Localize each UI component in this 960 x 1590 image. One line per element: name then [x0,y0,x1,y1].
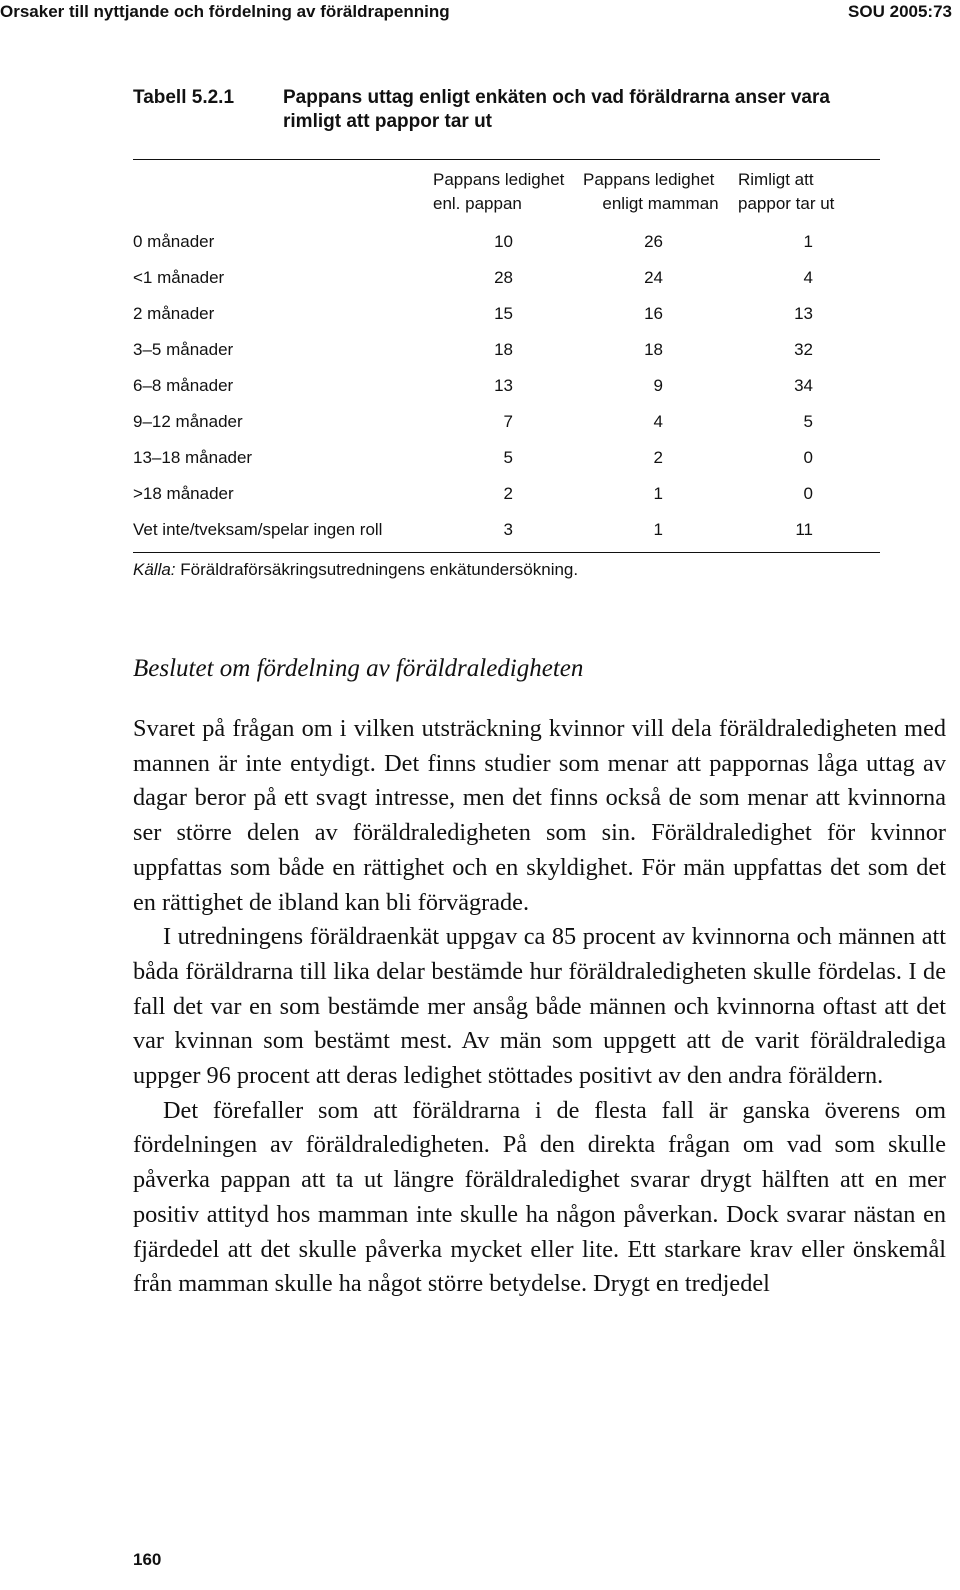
table-row [133,260,880,296]
column-header-line: pappor tar ut [738,194,835,213]
table-cell: 2 [653,448,663,467]
table-row [133,224,880,260]
row-label: <1 månader [133,268,225,287]
table-cell: 13 [494,376,513,395]
table-cell: 13 [794,304,813,323]
page-number: 160 [133,1550,162,1569]
body-text [133,712,946,1302]
table-row [133,440,880,476]
table-bottom-rule [133,552,880,553]
row-label: 13–18 månader [133,448,253,467]
table-cell: 9 [653,376,663,395]
column-header-line: enligt mamman [602,194,719,213]
table-cell: 3 [503,520,513,539]
row-label: 0 månader [133,232,215,251]
table-row [133,476,880,512]
row-label: 6–8 månader [133,376,234,395]
table-cell: 0 [803,484,813,503]
table-cell: 28 [494,268,513,287]
table-cell: 1 [803,232,813,251]
paragraph: I utredningens föräldraenkät uppgav ca 85 procent av kvinnorna och männen att båda föräldrarna till lika delar bestämde hur föräldraledigheten skulle fördelas. I de fall det var en som bestämde mer ansåg både männen och kvinnorna oftast att det var kvinnan som bestämt mest. Av män som uppgett att de varit föräldralediga uppger 96 procent att deras ledighet stöttades positivt av den andra föräldern. [133,923,946,1090]
table-row [133,332,880,368]
table-cell: 18 [644,340,663,359]
table-cell: 5 [803,412,813,431]
table-cell: 10 [494,232,513,251]
table-cell: 2 [503,484,513,503]
column-header-line: Pappans ledighet [583,170,715,189]
table-number: Tabell 5.2.1 [133,87,235,108]
column-header-line: enl. pappan [433,194,522,213]
row-label: Vet inte/tveksam/spelar ingen roll [133,520,383,539]
section-heading: Beslutet om fördelning av föräldraledigheten [133,655,584,682]
column-header [583,168,738,216]
row-label: 2 månader [133,304,215,323]
table-row [133,368,880,404]
table-top-rule [133,159,880,160]
table-cell: 34 [794,376,813,395]
table-cell: 26 [644,232,663,251]
table-source [133,560,578,580]
table-cell: 15 [494,304,513,323]
table-cell: 0 [803,448,813,467]
table-cell: 32 [794,340,813,359]
table-row [133,296,880,332]
table-header [133,168,880,224]
source-text: Föräldraförsäkringsutredningens enkätundersökning. [175,560,579,579]
table-cell: 1 [653,484,663,503]
table-cell: 4 [803,268,813,287]
paragraph: Det förefaller som att föräldrarna i de flesta fall är ganska överens om fördelningen av föräldraledigheten. På den direkta frågan om vad som skulle påverka pappan att ta ut längre föräldraledighet svarar drygt hälften att en mer positiv attityd hos mamman inte skulle ha någon påverkan. Dock svarar nästan en fjärdedel att det skulle påverka mycket eller lite. Ett starkare krav eller önskemål från mamman skulle ha något större betydelse. Drygt en tredjedel [133,1096,946,1298]
report-id: SOU 2005:73 [848,2,952,21]
source-label: Källa: [133,560,176,579]
table-title: Pappans uttag enligt enkäten och vad föräldrarna anser vara rimligt att pappor tar ut [283,87,830,132]
table-row [133,512,880,548]
row-label: 9–12 månader [133,412,243,431]
chapter-title: Orsaker till nyttjande och fördelning av föräldrapenning [0,2,450,21]
table-cell: 18 [494,340,513,359]
column-header-line: Pappans ledighet [433,170,565,189]
table-cell: 24 [644,268,663,287]
column-header [433,168,583,216]
table-cell: 1 [653,520,663,539]
table-cell: 5 [503,448,513,467]
table-cell: 16 [644,304,663,323]
table-row [133,404,880,440]
paragraph: Svaret på frågan om i vilken utsträckning kvinnor vill dela föräldraledigheten med mannen är inte entydigt. Det finns studier som menar att pappornas låga uttag av dagar beror på ett svagt intresse, men det finns också de som menar att kvinnorna ser större delen av föräldraledigheten som sin. Föräldraledighet för kvinnor uppfattas som både en rättighet och en skyldighet. För män uppfattas det som det en rättighet de ibland kan bli förvägrade. [133,715,946,916]
table-cell: 4 [653,412,663,431]
table-body [133,224,880,548]
column-header-line: Rimligt att [738,170,814,189]
table-cell: 7 [503,412,513,431]
column-header [738,168,888,216]
data-table [133,168,880,548]
row-label: >18 månader [133,484,234,503]
running-header [0,0,960,30]
table-cell: 11 [795,520,813,539]
row-label: 3–5 månader [133,340,234,359]
